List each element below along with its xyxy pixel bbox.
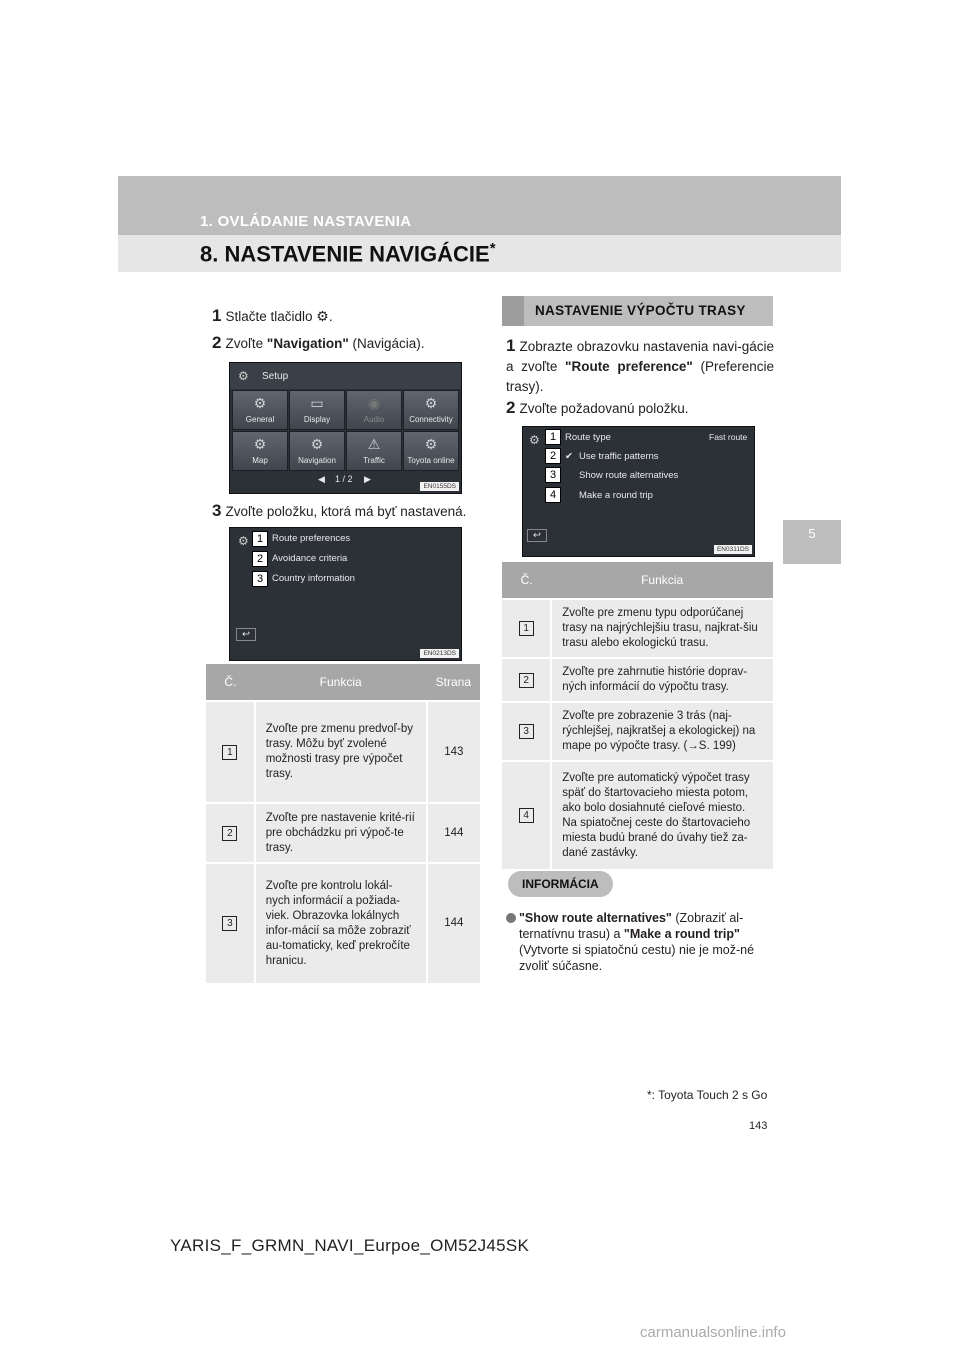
row-page: 144 (427, 863, 480, 983)
image-code: EN0155DS (420, 482, 459, 491)
row-number: 2 (519, 673, 534, 688)
footnote: *: Toyota Touch 2 s Go (647, 1088, 768, 1102)
back-icon[interactable]: ↩ (527, 529, 547, 542)
table-row (502, 599, 773, 658)
gear-icon: ⚙ (253, 395, 267, 411)
col-page: Strana (427, 664, 480, 701)
setup-gear-icon: ⚙ (238, 534, 249, 548)
row-function: Zvoľte pre zmenu typu odporúčanej trasy na najrýchlejšiu trasu, najkrat-šiu trasu alebo ekologickú trasu. (551, 599, 773, 658)
row-number: 3 (222, 916, 237, 931)
tile-connectivity[interactable]: ⚙ Connectivity (403, 390, 459, 430)
watermark: carmanualsonline.info (640, 1324, 786, 1341)
tile-audio[interactable]: ◉ Audio (346, 390, 402, 430)
row-number: 1 (519, 621, 534, 636)
bullet-icon (506, 913, 516, 923)
menu-route-type[interactable]: Route type (565, 432, 611, 443)
menu-use-traffic-patterns[interactable]: Use traffic patterns (579, 451, 659, 462)
table-row (502, 702, 773, 761)
row-number: 2 (222, 826, 237, 841)
section-title: NASTAVENIE VÝPOČTU TRASY (535, 303, 746, 318)
callout-2: 2 (545, 448, 561, 464)
row-number: 3 (519, 724, 534, 739)
back-icon[interactable]: ↩ (236, 628, 256, 641)
document-code: YARIS_F_GRMN_NAVI_Eurpoe_OM52J45SK (170, 1236, 530, 1255)
step-1-right: 1 Zobrazte obrazovku nastavenia navi-gácie a zvoľte "Route preference" (Preferencie trasy). (506, 336, 774, 394)
traffic-icon: ⚠ (367, 436, 381, 452)
check-icon: ✔ (565, 451, 573, 462)
step-1-left: 1 Stlačte tlačidlo ⚙. (212, 306, 333, 325)
navigation-icon: ⚙ (310, 436, 324, 452)
left-function-table (206, 664, 480, 983)
menu-make-a-round-trip[interactable]: Make a round trip (579, 490, 653, 501)
row-number: 4 (519, 808, 534, 823)
step-3-left: 3 Zvoľte položku, ktorá má byť nastavená. (212, 501, 467, 520)
route-type-value: Fast route (709, 432, 748, 442)
callout-4: 4 (545, 487, 561, 503)
setup-gear-icon: ⚙ (316, 308, 329, 324)
map-icon: ⚙ (253, 436, 267, 452)
image-code: EN0311DS (714, 545, 752, 554)
menu-avoidance-criteria[interactable]: Avoidance criteria (272, 553, 348, 564)
row-page: 143 (427, 701, 480, 803)
display-icon: ▭ (310, 395, 324, 411)
pager: 1 / 2 (335, 474, 353, 484)
row-function: Zvoľte pre zahrnutie histórie doprav-ných informácií do výpočtu trasy. (551, 658, 773, 702)
info-label: INFORMÁCIA (508, 871, 613, 897)
row-function: Zvoľte pre automatický výpočet trasy späť do štartovacieho miesta potom, ako bolo dosiahnuté cieľové miesto. Na spiatočnej ceste do štartovacieho miesta budú brané do úvahy tiež za-dané zastávky. (551, 761, 773, 869)
callout-3: 3 (545, 467, 561, 483)
screen-title: Setup (262, 371, 289, 382)
tile-display[interactable]: ▭ Display (289, 390, 345, 430)
col-number: Č. (206, 664, 255, 701)
page-title: 8. NASTAVENIE NAVIGÁCIE* (200, 240, 496, 267)
callout-2: 2 (252, 551, 268, 567)
right-function-table (502, 562, 773, 869)
col-function: Funkcia (551, 562, 773, 599)
next-page-icon[interactable]: ▶ (364, 474, 371, 484)
prev-page-icon[interactable]: ◀ (318, 474, 325, 484)
banner-mark (502, 296, 524, 326)
step-2-left: 2 Zvoľte "Navigation" (Navigácia). (212, 333, 425, 352)
table-row (206, 701, 480, 803)
tile-navigation[interactable]: ⚙ Navigation (289, 431, 345, 471)
audio-icon: ◉ (367, 395, 381, 411)
info-text: "Show route alternatives" (Zobraziť al-ternatívnu trasu) a "Make a round trip" (Vytvorte si spiatočnú cestu) nie je mož-né zvoliť súčasne. (519, 911, 755, 973)
row-function: Zvoľte pre zobrazenie 3 trás (naj-rýchlejšej, najkratšej a ekologickej) na mape po výpočte trasy. (→S. 199) (551, 702, 773, 761)
col-number: Č. (502, 562, 551, 599)
tile-general[interactable]: ⚙ General (232, 390, 288, 430)
tile-toyota-online[interactable]: ⚙ Toyota online (403, 431, 459, 471)
callout-1: 1 (545, 429, 561, 445)
row-number: 1 (222, 745, 237, 760)
row-function: Zvoľte pre kontrolu lokál-nych informácií a požiada-viek. Obrazovka lokálnych infor-mácií sa môže zobraziť au-tomaticky, keď prekročíte hranicu. (255, 863, 427, 983)
row-page: 144 (427, 803, 480, 863)
navigation-screen (229, 527, 462, 661)
chapter-tab: 5 (783, 520, 841, 564)
page-number: 143 (749, 1120, 768, 1132)
table-row (502, 658, 773, 702)
connectivity-icon: ⚙ (424, 395, 438, 411)
table-row (206, 803, 480, 863)
setup-gear-icon: ⚙ (238, 369, 249, 383)
setup-gear-icon: ⚙ (529, 433, 540, 447)
tile-map[interactable]: ⚙ Map (232, 431, 288, 471)
menu-show-route-alternatives[interactable]: Show route alternatives (579, 470, 679, 481)
image-code: EN0213DS (420, 649, 459, 658)
menu-country-information[interactable]: Country information (272, 573, 355, 584)
callout-3: 3 (252, 571, 268, 587)
table-row (502, 761, 773, 869)
section-label: 1. OVLÁDANIE NASTAVENIA (200, 213, 412, 230)
col-function: Funkcia (255, 664, 427, 701)
step-2-right: 2 Zvoľte požadovanú položku. (506, 398, 689, 417)
row-function: Zvoľte pre nastavenie krité-rií pre obchádzku pri výpoč-te trasy. (255, 803, 427, 863)
table-row (206, 863, 480, 983)
row-function: Zvoľte pre zmenu predvoľ-by trasy. Môžu byť zvolené možnosti trasy pre výpočet trasy. (255, 701, 427, 803)
setup-screen (229, 362, 462, 494)
route-preferences-screen (522, 426, 755, 557)
callout-1: 1 (252, 531, 268, 547)
menu-route-preferences[interactable]: Route preferences (272, 533, 351, 544)
online-icon: ⚙ (424, 436, 438, 452)
tile-traffic[interactable]: ⚠ Traffic (346, 431, 402, 471)
